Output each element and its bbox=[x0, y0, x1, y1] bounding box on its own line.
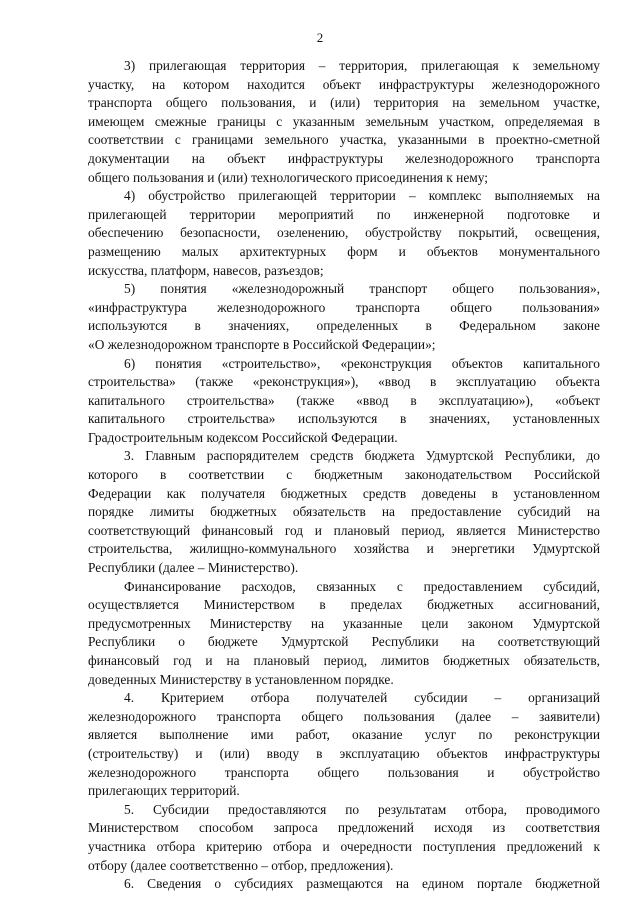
page-number: 2 bbox=[316, 30, 324, 45]
text-line: «инфраструктура железнодорожного транспорта общего пользования» bbox=[88, 299, 600, 315]
text-line: является выполнение ими работ, оказание услуг по реконструкции bbox=[88, 727, 600, 743]
text-line: капитального строительства» (также «ввод в эксплуатацию»), «объект bbox=[88, 392, 600, 408]
text-line: (строительству) и (или) вводу в эксплуатацию объектов инфраструктуры bbox=[88, 745, 600, 761]
paragraph bbox=[88, 447, 600, 577]
text-line: Республики о бюджете Удмуртской Республики на соответствующий bbox=[88, 634, 600, 650]
text-line: общего пользования и (или) технологического присоединения к нему; bbox=[88, 169, 488, 185]
paragraph bbox=[88, 187, 600, 280]
text-line: осуществляется Министерством в пределах бюджетных ассигнований, bbox=[88, 597, 600, 613]
text-line: 6) понятия «строительство», «реконструкция объектов капитального bbox=[124, 355, 600, 371]
text-line: транспорта общего пользования, и (или) территория на земельном участке, bbox=[88, 95, 600, 111]
text-line: участника отбора критерию отбора и очередности поступления предложений к bbox=[88, 838, 600, 854]
text-line: Федерации как получателя бюджетных средств доведены в установленном bbox=[88, 485, 600, 501]
text-line: 6. Сведения о субсидиях размещаются на едином портале бюджетной bbox=[124, 876, 600, 892]
text-line: размещению малых архитектурных форм и объектов монументального bbox=[88, 243, 600, 259]
text-line: строительства, жилищно-коммунального хозяйства и энергетики Удмуртской bbox=[88, 541, 600, 557]
text-line: 4. Критерием отбора получателей субсидии – организаций bbox=[124, 690, 600, 706]
text-line: 4) обустройство прилегающей территории – комплекс выполняемых на bbox=[124, 188, 600, 204]
text-line: 3. Главным распорядителем средств бюджета Удмуртской Республики, до bbox=[124, 448, 600, 464]
text-line: искусства, платформ, навесов, разъездов; bbox=[88, 262, 324, 278]
text-line: 5) понятия «железнодорожный транспорт общего пользования», bbox=[124, 281, 600, 297]
paragraph bbox=[88, 280, 600, 354]
text-line: строительства» (также «реконструкция»), «ввод в эксплуатацию объекта bbox=[88, 374, 600, 390]
paragraph bbox=[88, 689, 600, 801]
text-line: порядке лимиты бюджетных обязательств на предоставление субсидий на bbox=[88, 504, 600, 520]
paragraph bbox=[88, 801, 600, 875]
paragraph bbox=[88, 578, 600, 690]
text-line: «О железнодорожном транспорте в Российской Федерации»; bbox=[88, 336, 436, 352]
text-line: которого в соответствии с бюджетным законодательством Российской bbox=[88, 467, 600, 483]
text-line: предусмотренных Министерству на указанные цели законом Удмуртской bbox=[88, 615, 600, 631]
text-line: участку, на котором находится объект инфраструктуры железнодорожного bbox=[88, 76, 600, 92]
text-line: обеспечению безопасности, озеленению, обустройству покрытий, освещения, bbox=[88, 225, 600, 241]
paragraph bbox=[88, 355, 600, 448]
text-line: соответствующий финансовый год и плановый период, является Министерство bbox=[88, 522, 600, 538]
text-line: прилегающей территории мероприятий по инженерной подготовке и bbox=[88, 206, 600, 222]
text-line: прилегающих территорий. bbox=[88, 783, 240, 799]
paragraph bbox=[88, 57, 600, 187]
text-line: капитального строительства» используются в значениях, установленных bbox=[88, 411, 600, 427]
text-line: железнодорожного транспорта общего пользования (далее – заявители) bbox=[88, 708, 600, 724]
text-line: железнодорожного транспорта общего пользования и обустройство bbox=[88, 764, 600, 780]
text-line: используются в значениях, определенных в Федеральном законе bbox=[88, 318, 600, 334]
text-line: Градостроительным кодексом Российской Федерации. bbox=[88, 429, 398, 445]
text-line: Министерством способом запроса предложений исходя из соответствия bbox=[88, 820, 600, 836]
text-line: Финансирование расходов, связанных с предоставлением субсидий, bbox=[124, 578, 600, 594]
text-line: соответствии с границами земельного участка, указанными в проектно-сметной bbox=[88, 132, 600, 148]
document-body bbox=[88, 57, 600, 894]
text-line: 5. Субсидии предоставляются по результатам отбора, проводимого bbox=[124, 801, 600, 817]
text-line: 3) прилегающая территория – территория, прилегающая к земельному bbox=[124, 58, 600, 73]
text-line: отбору (далее соответственно – отбор, предложения). bbox=[88, 857, 394, 873]
text-line: Республики (далее – Министерство). bbox=[88, 560, 299, 576]
text-line: имеющем смежные границы с указанным земельным участком, определяемая в bbox=[88, 113, 600, 129]
text-line: документации на объект инфраструктуры железнодорожного транспорта bbox=[88, 150, 600, 166]
text-line: финансовый год и на плановый период, лимитов бюджетных обязательств, bbox=[88, 653, 600, 668]
text-line: доведенных Министерству в установленном порядке. bbox=[88, 671, 394, 687]
paragraph bbox=[88, 875, 600, 894]
